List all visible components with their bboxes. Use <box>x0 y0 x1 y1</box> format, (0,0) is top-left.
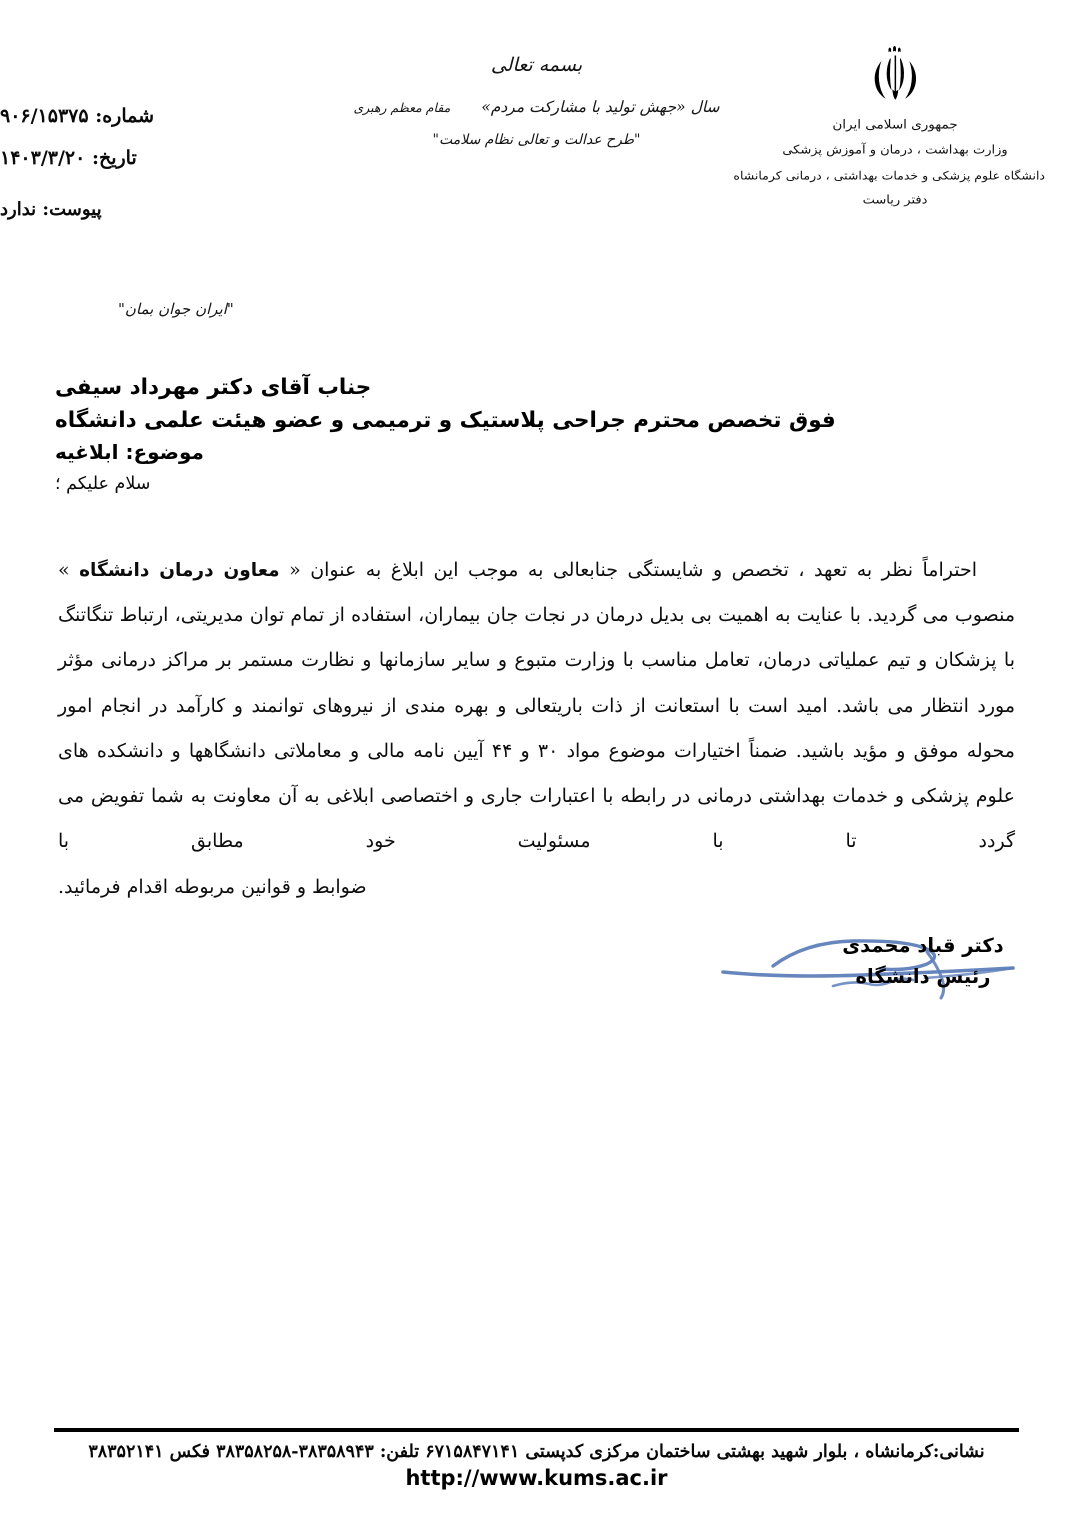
footer-address: نشانی:کرمانشاه ، بلوار شهید بهشتی ساختمان مرکزی کدپستی ۶۷۱۵۸۴۷۱۴۱ تلفن: ۳۸۳۵۸۹۴۳-۳۸۳۵۸۲۵۸ فکس ۳۸۳۵۲۱۴۱ <box>88 1442 985 1462</box>
iran-emblem-icon <box>863 44 927 106</box>
health-plan-line: "طرح عدالت و تعالی نظام سلامت" <box>432 132 641 148</box>
signature-block <box>0 930 1073 992</box>
signer-role: رئیس دانشگاه <box>855 965 991 989</box>
body-part-1: احتراماً نظر به تعهد ، تخصص و شایستگی جنابعالی به موجب این ابلاغ به عنوان « <box>279 559 977 581</box>
body-part-2: » منصوب می گردید. با عنایت به اهمیت بی بدیل درمان در نجات جان بیماران، استفاده از تمام توان مدیریتی، ارتباط تنگاتنگ با پزشکان و تیم عملیاتی درمان، تعامل مناسب با وزارت متبوع و سایر سازمانها و نظارت مستمر بر مراکز درمانی مؤثر مورد انتظار می باشد. امید است با استعانت از ذات باریتعالی و بهره مندی از نیروهای توانمند و کارآمد در انجام امور محوله موفق و مؤید باشید. ضمناً اختیارات موضوع مواد ۳۰ و ۴۴ آیین نامه مالی و معاملاتی دانشگاهها و دانشکده های علوم پزشکی و خدمات بهداشتی درمانی در رابطه با اعتبارات جاری و اختصاصی ابلاغی به آن معاونت به شما تفویض می گردد تا با مسئولیت خود مطابق با <box>58 559 1015 853</box>
letter-attachment: پیوست: ندارد <box>0 199 102 220</box>
letterhead-line-office: دفتر ریاست <box>862 193 928 208</box>
recipient-title: فوق تخصص محترم جراحی پلاستیک و ترمیمی و عضو هیئت علمی دانشگاه <box>55 407 836 433</box>
slogan-attribution: مقام معظم رهبری <box>353 100 451 115</box>
year-slogan: سال «جهش تولید با مشارکت مردم» <box>481 98 720 116</box>
footer-divider <box>54 1428 1019 1432</box>
appointment-title: معاون درمان دانشگاه <box>79 560 280 581</box>
letter-subject: موضوع: ابلاغیه <box>55 440 204 465</box>
recipient-block <box>55 372 1015 494</box>
besmeh-taala: بسمه تعالی <box>490 54 583 76</box>
footer-website-url[interactable]: http://www.kums.ac.ir <box>405 1466 668 1490</box>
page-footer <box>0 1428 1073 1490</box>
letter-number: شماره: ۹۰۶/۱۵۳۷۵ <box>0 105 155 127</box>
letter-date: تاریخ: ۱۴۰۳/۳/۲۰ <box>0 147 137 169</box>
letterhead <box>733 44 1045 213</box>
handwritten-signature-icon <box>713 922 1073 1008</box>
iran-slogan-quote: "ایران جوان بمان" <box>118 300 234 318</box>
recipient-name: جناب آقای دکتر مهرداد سیفی <box>55 375 372 400</box>
letterhead-line-ministry: وزارت بهداشت ، درمان و آموزش پزشکی <box>782 143 1008 158</box>
body-part-3: ضوابط و قوانین مربوطه اقدام فرمائید. <box>58 875 367 898</box>
letterhead-line-country: جمهوری اسلامی ایران <box>832 117 958 133</box>
letterhead-line-university: دانشگاه علوم پزشکی و خدمات بهداشتی ، درمانی کرمانشاه <box>733 168 1045 183</box>
letter-meta-block <box>0 105 268 240</box>
letter-body <box>58 548 1015 910</box>
greeting: سلام علیکم ؛ <box>55 473 151 494</box>
signer-name: دکتر قباد محمدی <box>842 934 1004 957</box>
